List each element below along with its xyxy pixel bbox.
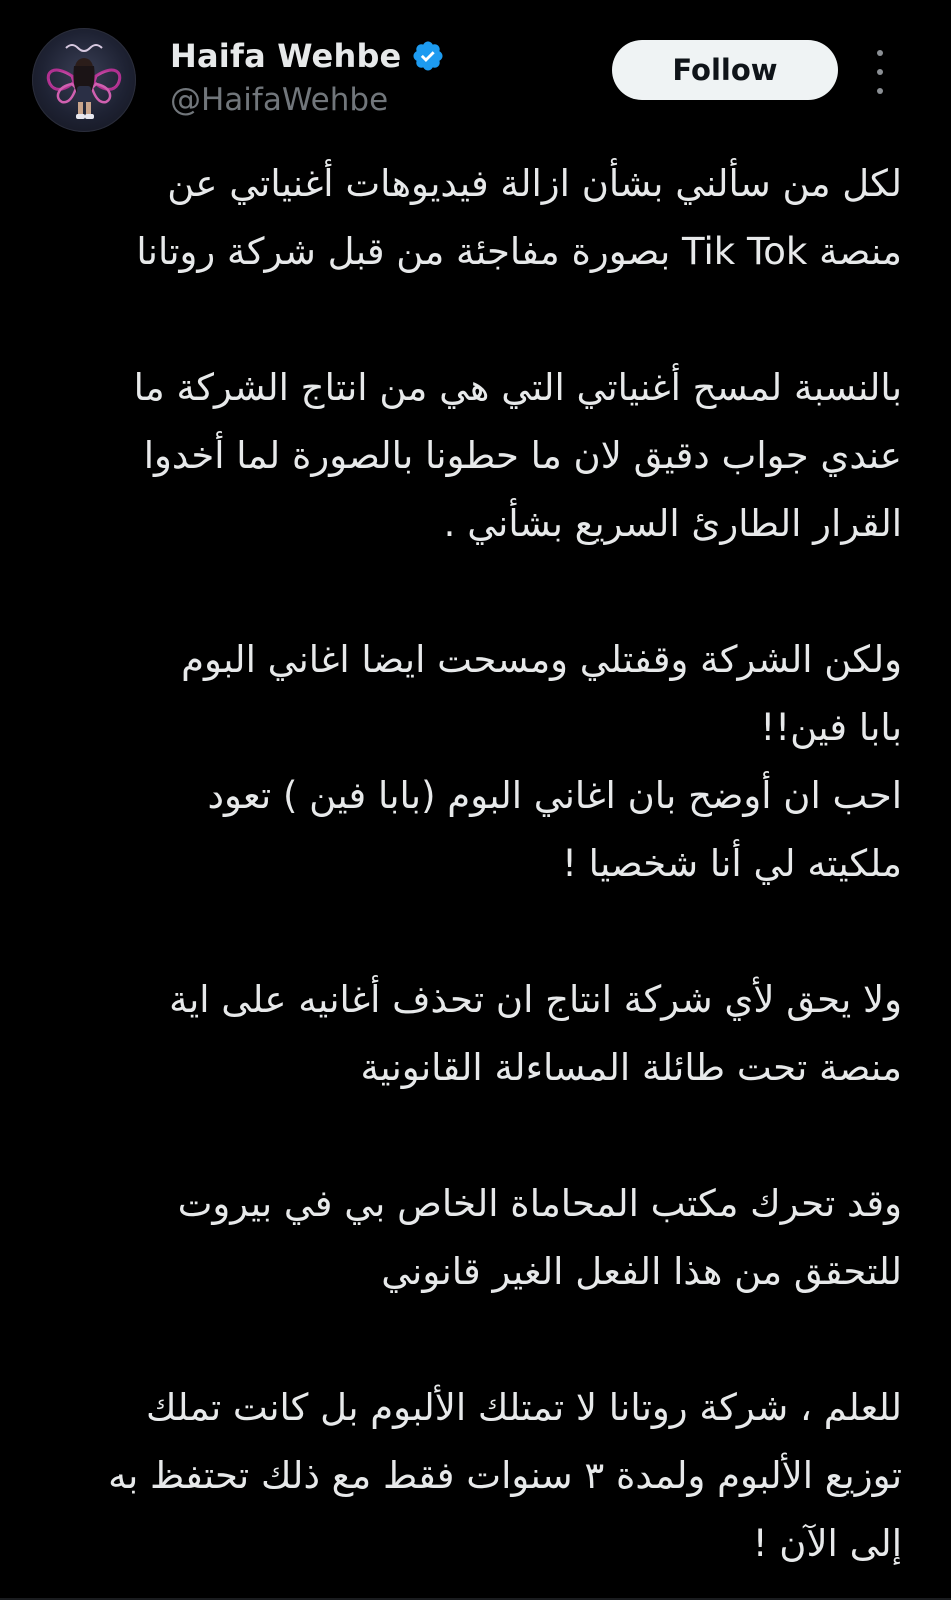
tweet-line: لكل من سألني بشأن ازالة فيديوهات أغنياتي عن <box>167 162 902 205</box>
more-dot <box>877 69 883 75</box>
tweet-header <box>0 0 951 140</box>
avatar-image <box>32 28 136 132</box>
author-display-name[interactable]: Haifa Wehbe <box>170 37 402 75</box>
avatar[interactable] <box>32 28 136 132</box>
tweet-line: القرار الطارئ السريع بشأني . <box>443 502 902 545</box>
verified-badge-icon <box>411 39 445 73</box>
tweet-paragraph <box>40 1170 902 1306</box>
tweet-line: عندي جواب دقيق لان ما حطونا بالصورة لما أخدوا <box>143 434 902 477</box>
follow-button[interactable]: Follow <box>612 40 838 100</box>
tweet-line: بالنسبة لمسح أغنياتي التي هي من انتاج الشركة ما <box>133 366 902 409</box>
tweet-line: منصة تحت طائلة المساءلة القانونية <box>360 1046 902 1089</box>
author-name-row <box>170 34 445 78</box>
tweet-paragraph <box>40 1374 902 1578</box>
tweet-line: ملكيته لي أنا شخصيا ! <box>562 842 902 885</box>
tweet-line: وقد تحرك مكتب المحاماة الخاص بي في بيروت <box>177 1182 902 1225</box>
tweet-paragraph <box>40 150 902 286</box>
tweet-line: للتحقق من هذا الفعل الغير قانوني <box>381 1250 902 1293</box>
tweet-line: احب ان أوضح بان اغاني البوم (بابا فين ) تعود <box>207 774 902 817</box>
more-vertical-icon[interactable] <box>868 50 892 94</box>
tweet-line: للعلم ، شركة روتانا لا تمتلك الألبوم بل كانت تملك <box>146 1386 902 1429</box>
tweet-line: إلى الآن ! <box>752 1522 902 1565</box>
tweet-line: ولا يحق لأي شركة انتاج ان تحذف أغانيه على اية <box>169 978 902 1021</box>
more-dot <box>877 88 883 94</box>
tweet-line: توزيع الألبوم ولمدة ٣ سنوات فقط مع ذلك تحتفظ به <box>108 1454 902 1497</box>
author-handle[interactable]: @HaifaWehbe <box>170 82 389 118</box>
more-dot <box>877 50 883 56</box>
tweet-text <box>40 150 902 1578</box>
tweet-line: بابا فين!! <box>760 706 902 749</box>
tweet-paragraph <box>40 966 902 1102</box>
tweet-line: ولكن الشركة وقفتلي ومسحت ايضا اغاني البوم <box>181 638 902 681</box>
tweet-paragraph <box>40 626 902 898</box>
tweet-line: منصة Tik Tok بصورة مفاجئة من قبل شركة روتانا <box>136 230 902 273</box>
tweet-paragraph <box>40 354 902 558</box>
